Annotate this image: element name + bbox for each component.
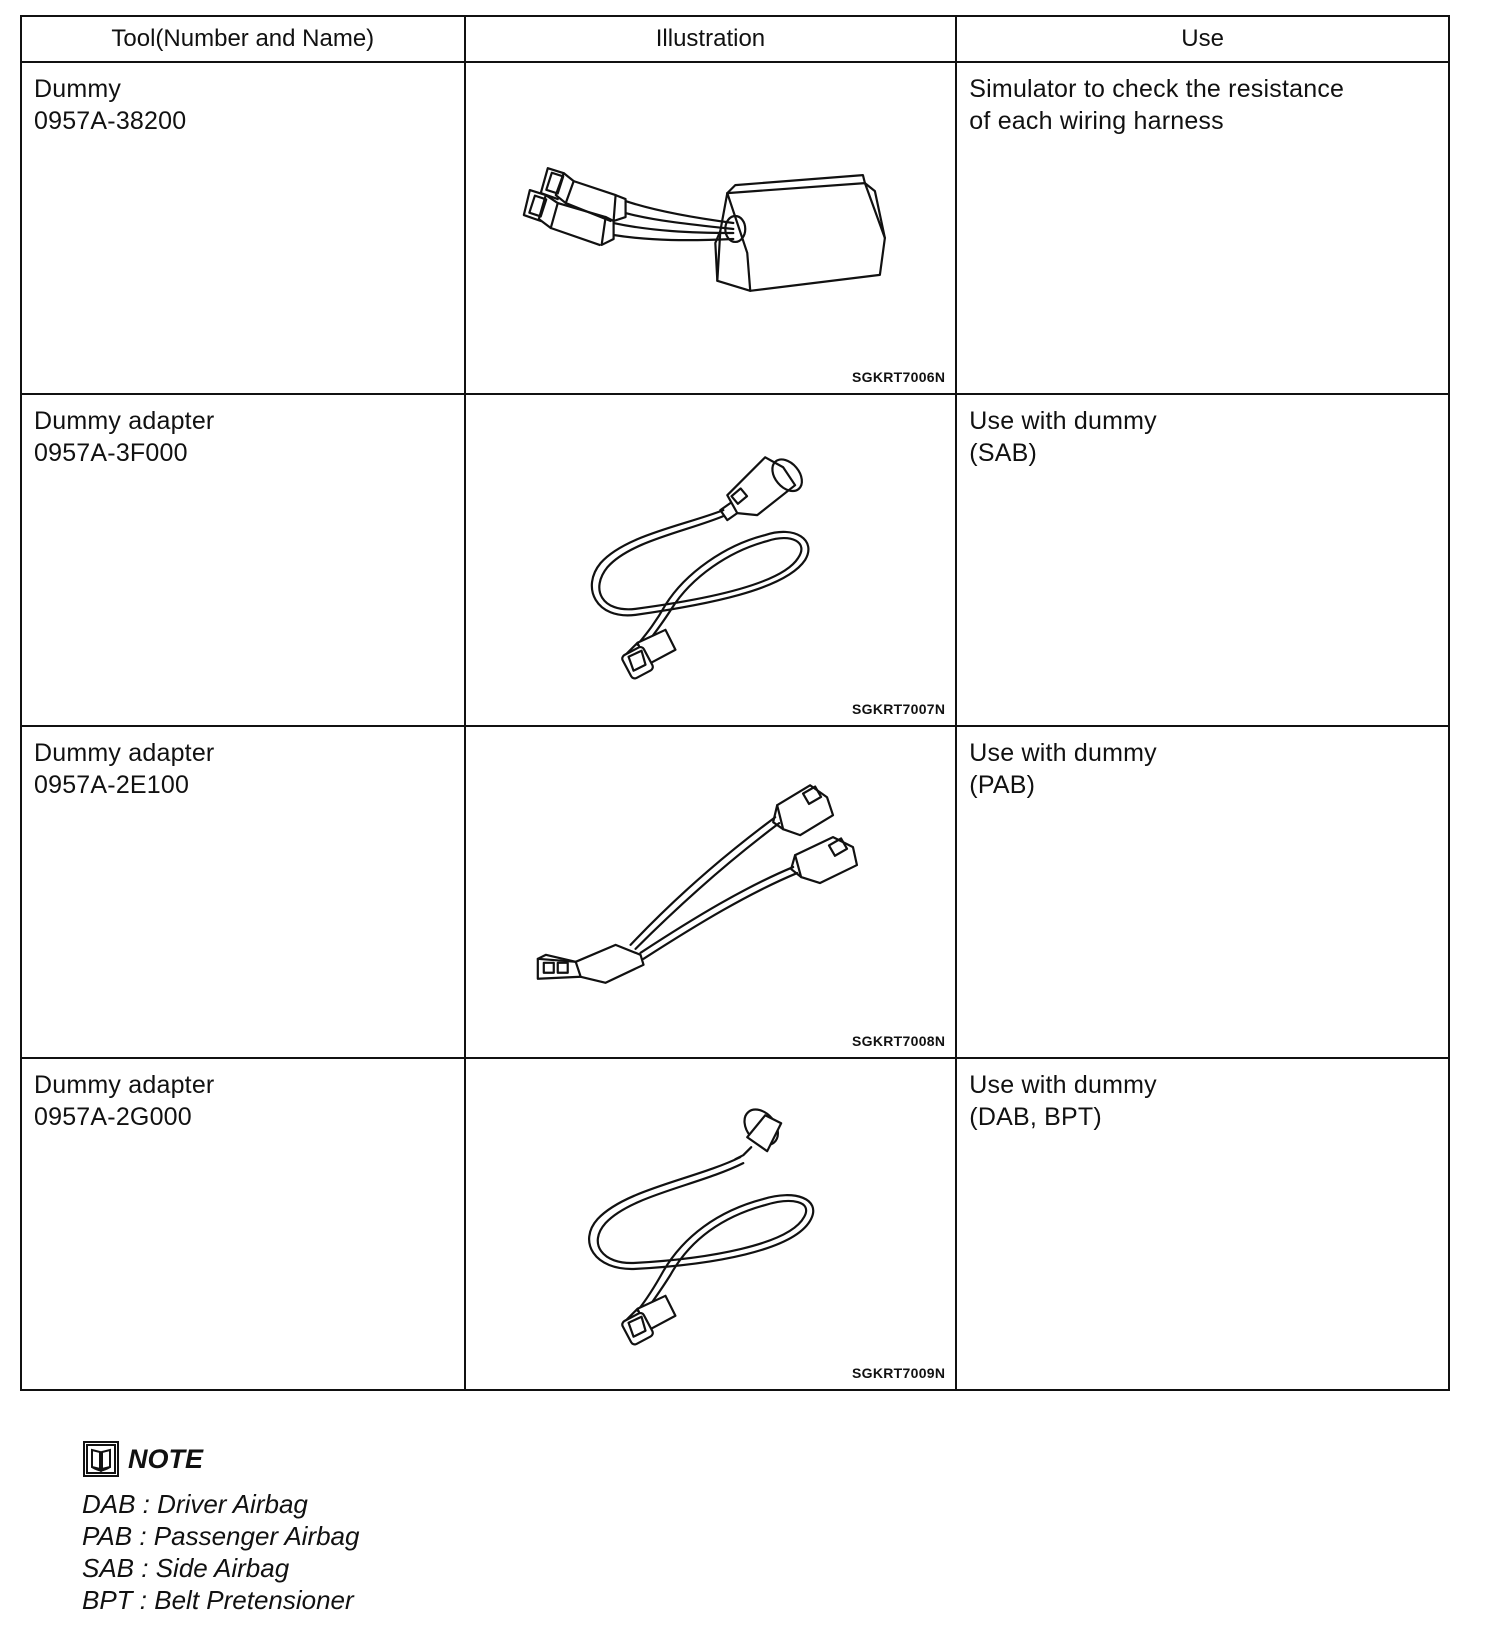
use-line: Use with dummy [969,1071,1157,1099]
table-row [21,394,1449,726]
figure-ref: SGKRT7006N [852,369,946,385]
adapter-dab-bpt-illustration [466,1059,956,1389]
note-line: DAB : Driver Airbag [82,1489,308,1519]
use-line: (SAB) [969,439,1037,467]
adapter-sab-illustration [466,395,956,725]
use-line: (DAB, BPT) [969,1103,1102,1131]
tool-cell [21,1058,465,1390]
header-use: Use [956,16,1449,62]
tool-name: Dummy adapter [34,739,215,767]
illustration-cell [465,726,957,1058]
tool-number: 0957A-38200 [34,107,187,135]
tool-cell [21,726,465,1058]
use-cell [956,1058,1449,1390]
tool-number: 0957A-2E100 [34,771,190,799]
use-line: of each wiring harness [969,107,1224,135]
use-cell [956,62,1449,394]
tool-name: Dummy adapter [34,407,215,435]
figure-ref: SGKRT7007N [852,701,946,717]
adapter-pab-illustration [466,727,956,1057]
use-line: (PAB) [969,771,1036,799]
header-illustration: Illustration [465,16,957,62]
figure-ref: SGKRT7009N [852,1365,946,1381]
use-cell [956,394,1449,726]
note-line: PAB : Passenger Airbag [82,1521,360,1551]
dummy-box-illustration [466,63,956,393]
special-tools-table [20,15,1450,1391]
tool-number: 0957A-2G000 [34,1103,192,1131]
use-line: Use with dummy [969,407,1157,435]
note-title: NOTE [128,1444,204,1474]
note-line: SAB : Side Airbag [82,1553,290,1583]
note-section [82,1440,359,1616]
table-header-row [21,16,1449,62]
table-row [21,62,1449,394]
illustration-cell [465,62,957,394]
note-header [82,1440,359,1478]
tool-number: 0957A-3F000 [34,439,188,467]
use-line: Simulator to check the resistance [969,75,1345,103]
tool-cell [21,62,465,394]
illustration-cell [465,394,957,726]
header-tool: Tool(Number and Name) [21,16,465,62]
note-line: BPT : Belt Pretensioner [82,1585,354,1615]
tool-name: Dummy [34,75,122,103]
use-cell [956,726,1449,1058]
tool-cell [21,394,465,726]
table-row [21,726,1449,1058]
use-line: Use with dummy [969,739,1157,767]
figure-ref: SGKRT7008N [852,1033,946,1049]
table-row [21,1058,1449,1390]
illustration-cell [465,1058,957,1390]
tool-name: Dummy adapter [34,1071,215,1099]
book-icon [82,1440,120,1478]
